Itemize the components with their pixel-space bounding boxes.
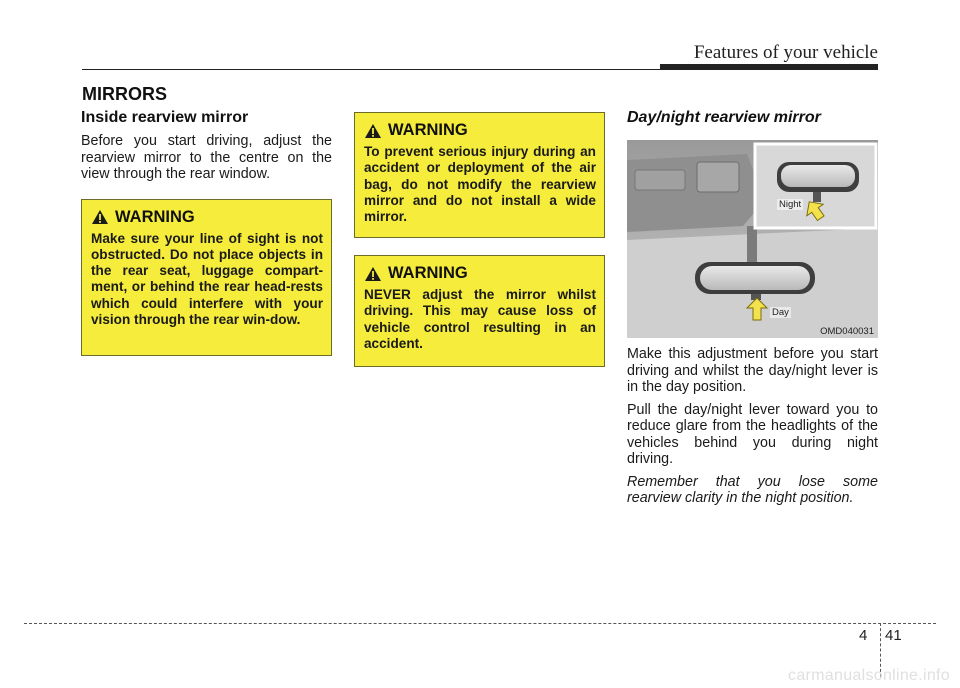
night-label: Night	[779, 199, 802, 210]
warning-text: Make sure your line of sight is not obstructed. Do not place objects in the rear seat, luggage compart-ment, or behind the rear head-rests which could interfere with your vision through the rear win-dow.	[91, 230, 323, 327]
day-night-para-1: Make this adjustment before you start driving and whilst the day/night lever is in the day position.	[627, 346, 878, 395]
header-rule-accent	[660, 64, 878, 70]
warning-title: WARNING	[388, 121, 468, 139]
warning-icon	[364, 266, 382, 282]
warning-box	[354, 255, 605, 367]
right-column	[627, 109, 878, 513]
header-title: Features of your vehicle	[693, 42, 878, 63]
day-night-para-2: Pull the day/night lever toward you to reduce glare from the headlights of the vehicles behind you during night driving.	[627, 401, 878, 467]
figure-code: OMD040031	[820, 326, 874, 337]
inside-mirror-intro: Before you start driving, adjust the rearview mirror to the centre on the view through the rear window.	[81, 133, 332, 182]
chapter-number: 4	[859, 627, 868, 644]
warning-box	[81, 199, 332, 356]
mirror-illustration	[627, 140, 878, 338]
footer-rule	[24, 623, 936, 624]
warning-title: WARNING	[115, 207, 195, 226]
warning-icon	[364, 123, 382, 139]
middle-column	[354, 112, 605, 367]
warning-text: NEVER adjust the mirror whilst driving. This may cause loss of vehicle control resulting in an accident.	[364, 287, 596, 351]
day-night-heading: Day/night rearview mirror	[627, 109, 821, 126]
warning-icon	[91, 209, 109, 225]
day-night-note: Remember that you lose some rearview clarity in the night position.	[627, 473, 878, 506]
section-title: MIRRORS	[82, 84, 167, 104]
warning-title: WARNING	[388, 264, 468, 282]
inside-mirror-heading: Inside rearview mirror	[81, 109, 249, 126]
day-label: Day	[772, 307, 789, 318]
page-number: 41	[885, 627, 902, 644]
watermark: carmanualsonline.info	[788, 667, 950, 684]
left-column	[81, 109, 332, 356]
mirror-drawing	[627, 140, 878, 338]
warning-box	[354, 112, 605, 238]
warning-text: To prevent serious injury during an accident or deployment of the air bag, do not modify the rearview mirror and do not install a wide mirror.	[364, 144, 596, 225]
